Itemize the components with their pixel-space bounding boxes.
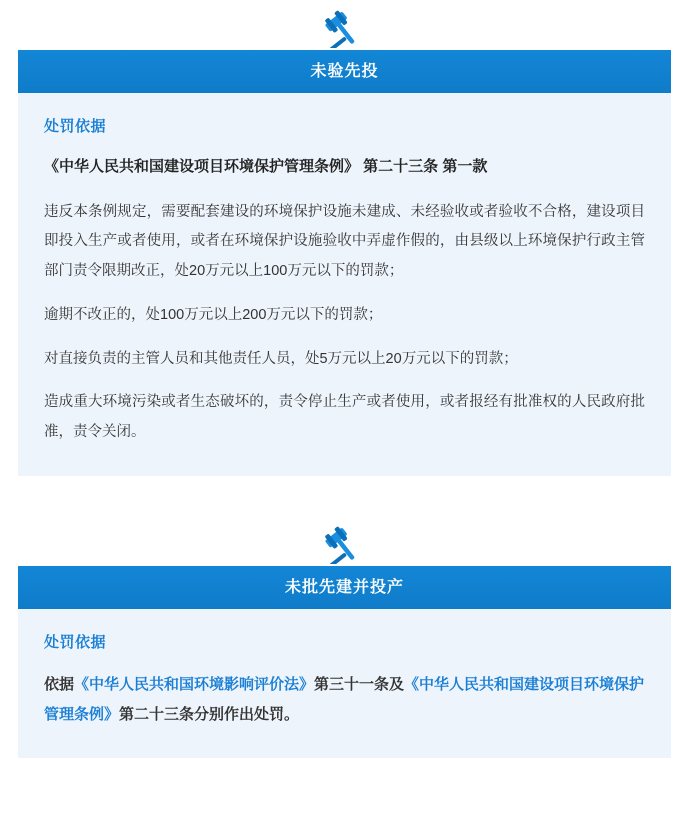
text-mid-2: 第二十三条 [119,705,195,723]
section-banner-title: 未验先投 [18,50,671,93]
paragraph: 违反本条例规定，需要配套建设的环境保护设施未建成、未经验收或者验收不合格，建设项目即投入生产或者使用，或者在环境保护设施验收中弄虚作假的，由县级以上环境保护行政主管部门责令限期改正，处20万元以上100万元以下的罚款； [44,203,645,280]
section-banner-title: 未批先建并投产 [18,566,671,609]
penalty-basis-heading: 处罚依据 [44,633,107,651]
gavel-icon [0,0,689,50]
penalty-basis-heading: 处罚依据 [44,118,107,136]
gavel-icon [0,516,689,566]
penalty-basis-text [44,670,645,730]
text-suffix: 分别作出处罚。 [194,705,300,723]
law-reference-2: 《中华人民共和国建设项目环境保护管理条例》 [44,675,645,723]
paragraph: 造成重大环境污染或者生态破坏的，责令停止生产或者使用，或者报经有批准权的人民政府批准，责令关闭。 [44,394,645,440]
law-reference-1: 《中华人民共和国环境影响评价法》 [74,675,315,693]
text-prefix: 依据 [44,675,75,693]
paragraph: 逾期不改正的，处100万元以上200万元以下的罚款； [44,306,383,323]
paragraph: 对直接负责的主管人员和其他责任人员，处5万元以上20万元以下的罚款； [44,350,518,367]
bottom-spacer [0,798,689,828]
section-body [18,93,671,476]
text-mid-1: 第三十一条及 [314,675,405,693]
section-body [18,609,671,758]
section-unapproved-construction [0,516,689,758]
law-title: 《中华人民共和国建设项目环境保护管理条例》 第二十三条 第一款 [44,158,488,176]
